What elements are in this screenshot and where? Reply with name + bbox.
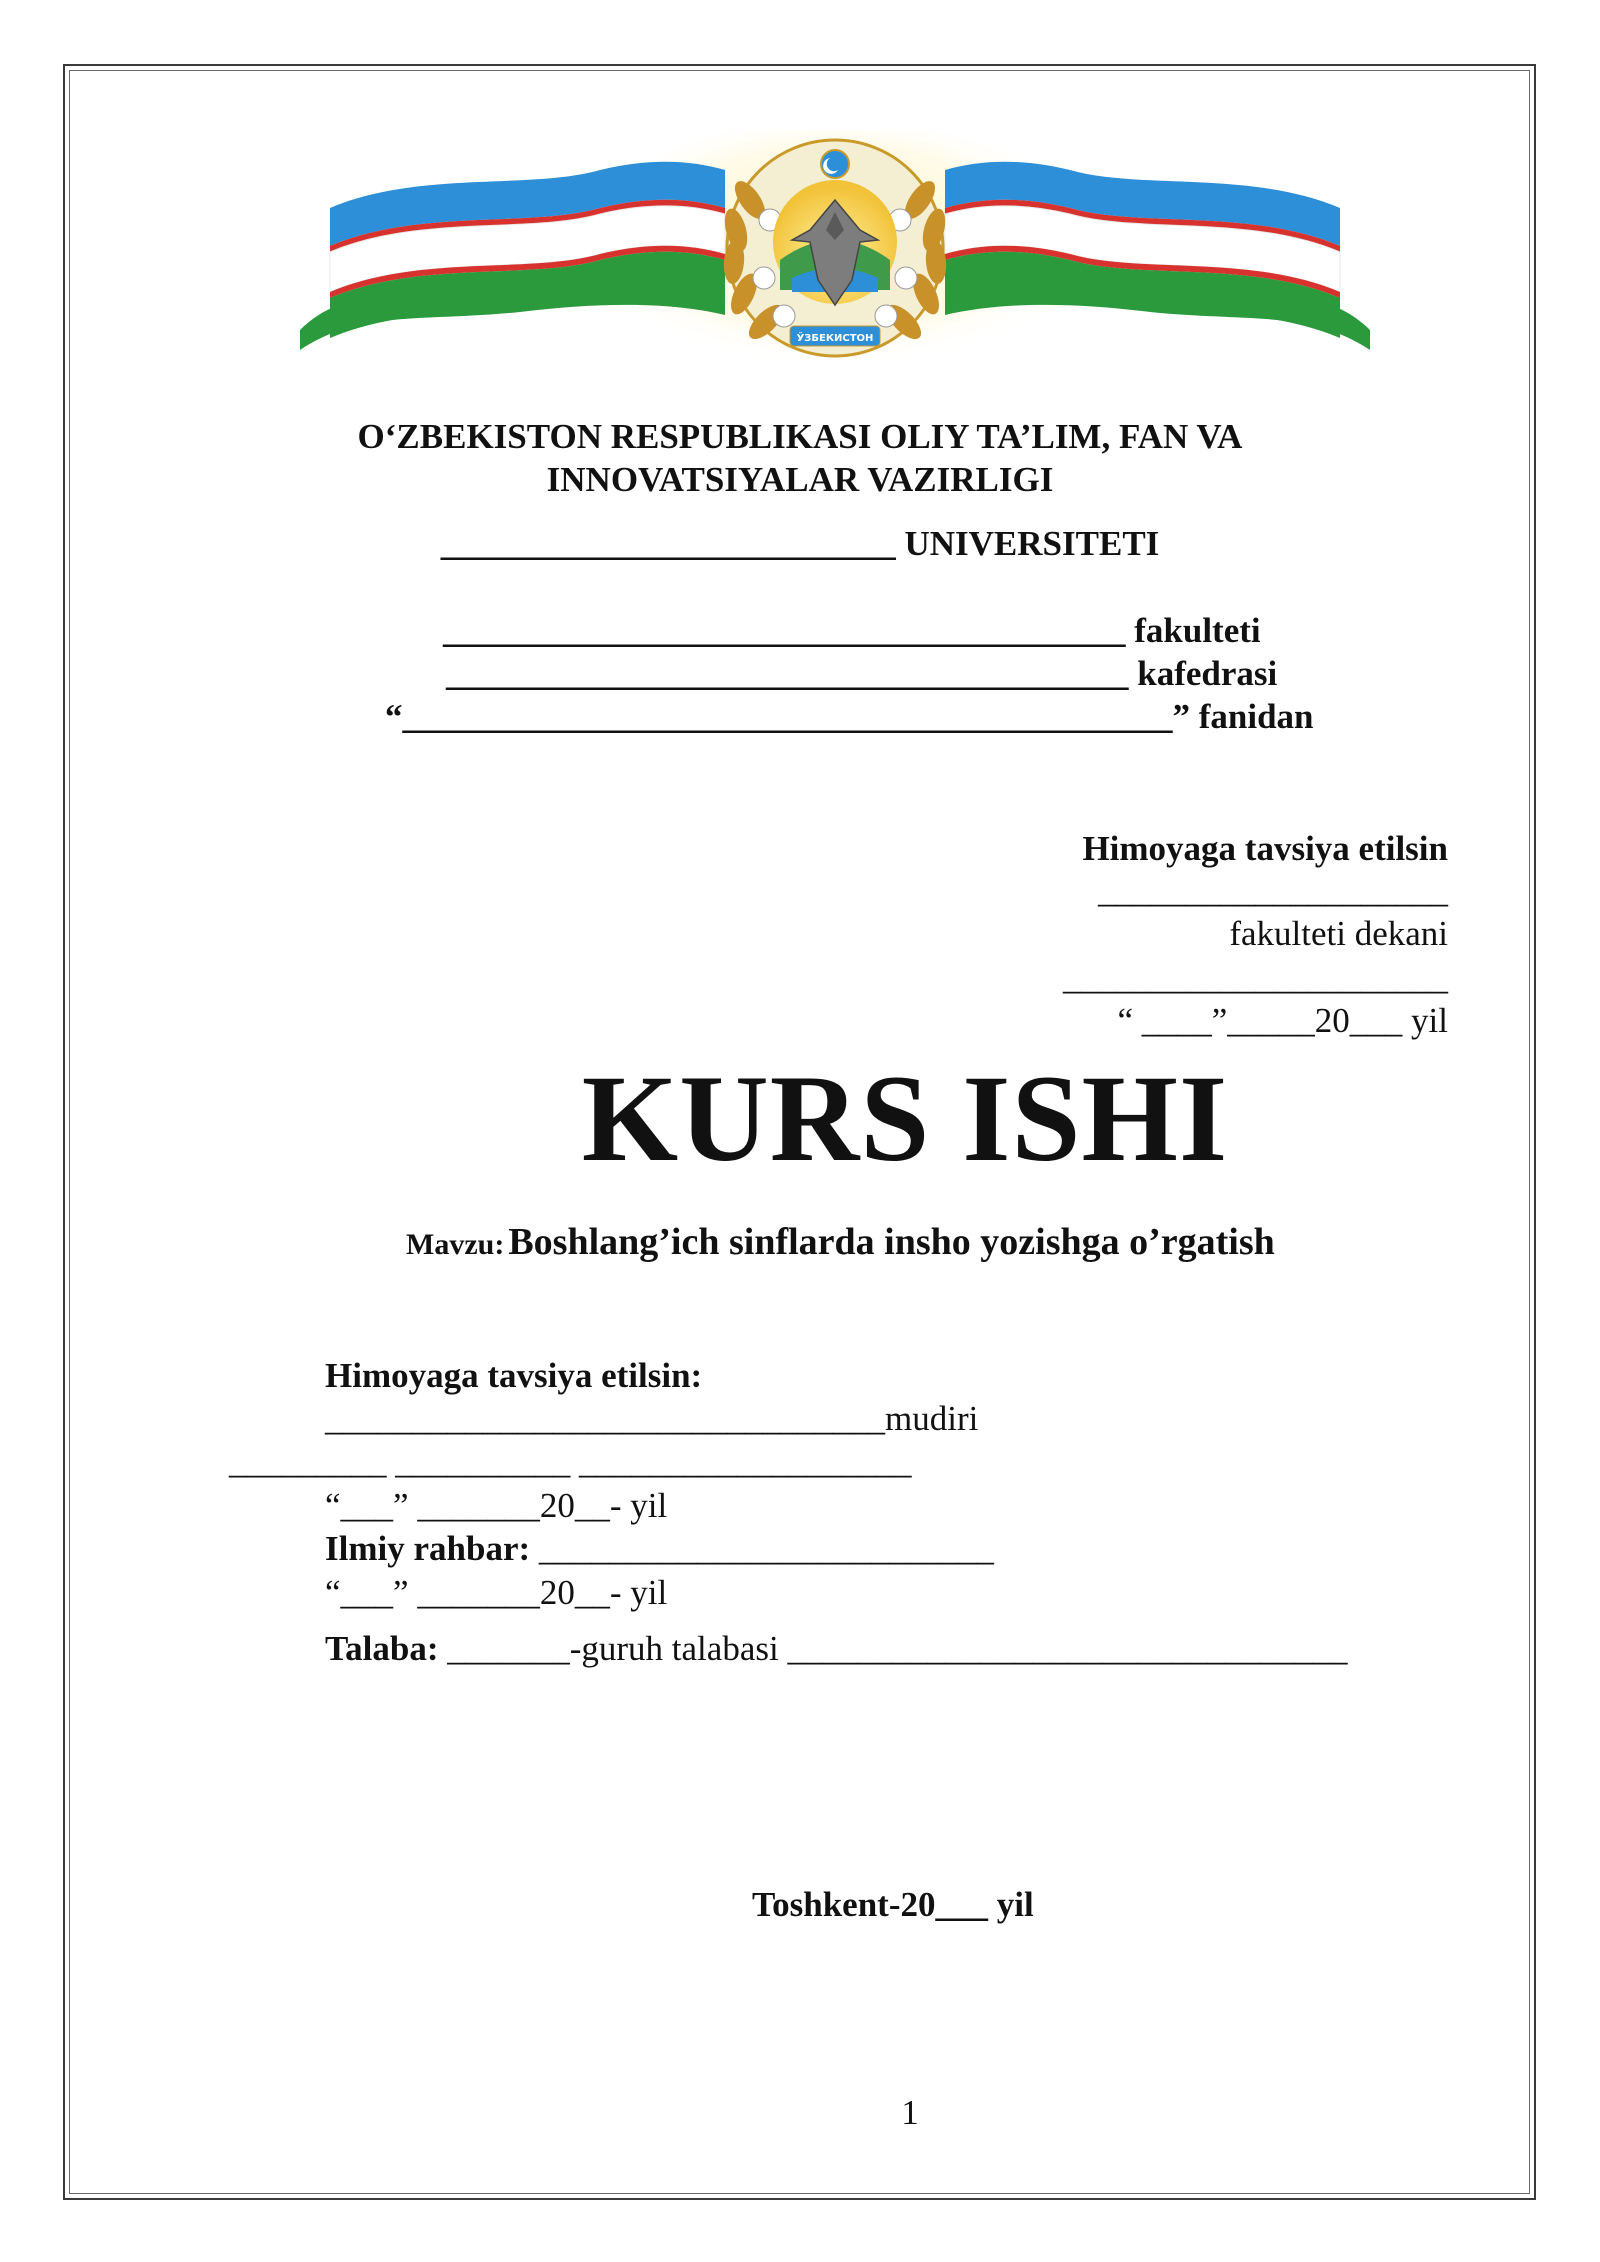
dean-role: fakulteti dekani (1229, 914, 1448, 953)
approval-heading-top: Himoyaga tavsiya etilsin (1082, 829, 1448, 868)
ministry-line-1: O‘ZBEKISTON RESPUBLIKASI OLIY TA’LIM, FAN VA (357, 417, 1243, 456)
approval-sign-line-top: ____________________ (1098, 871, 1448, 910)
head-of-department-line: ________________________________mudiri (325, 1399, 979, 1438)
city-year: Toshkent-20___ yil (752, 1885, 1034, 1924)
faculty-line: _______________________________________ fakulteti (443, 611, 1261, 650)
student-line: _______-guruh talabasi ________________________________ (447, 1629, 1348, 1668)
subject-line: “____________________________________________” fanidan (385, 697, 1314, 736)
emblem-ribbon-text: ЎЗБЕКИСТОН (796, 333, 874, 344)
university-line: __________________________ UNIVERSITETI (440, 524, 1160, 563)
supervisor-line: __________________________ (538, 1529, 994, 1568)
topic (406, 1220, 1275, 1264)
student-label: Talaba: (325, 1629, 439, 1668)
supervisor-label: Ilmiy rahbar: (325, 1529, 531, 1568)
student-row (325, 1629, 1347, 1669)
approval-date-1: “___” _______20__- yil (325, 1486, 668, 1525)
signature-row: _________ __________ ___________________ (229, 1442, 912, 1481)
topic-label: Mavzu: (406, 1228, 505, 1261)
approval-date-top: “ ____”_____20___ yil (1117, 1001, 1448, 1040)
document-title: KURS ISHI (581, 1050, 1229, 1187)
approval-date-2: “___” _______20__- yil (325, 1573, 668, 1612)
ministry-line-2: INNOVATSIYALAR VAZIRLIGI (546, 460, 1054, 499)
supervisor-row (325, 1529, 994, 1569)
page-number: 1 (901, 2093, 919, 2132)
state-emblem-banner (270, 130, 1400, 370)
department-line: _______________________________________ kafedrasi (446, 654, 1278, 693)
topic-text: Boshlang’ich sinflarda insho yozishga o’rgatish (508, 1221, 1275, 1263)
dean-sign-line: ______________________ (1063, 958, 1448, 997)
approval-heading-bottom: Himoyaga tavsiya etilsin: (325, 1356, 703, 1395)
